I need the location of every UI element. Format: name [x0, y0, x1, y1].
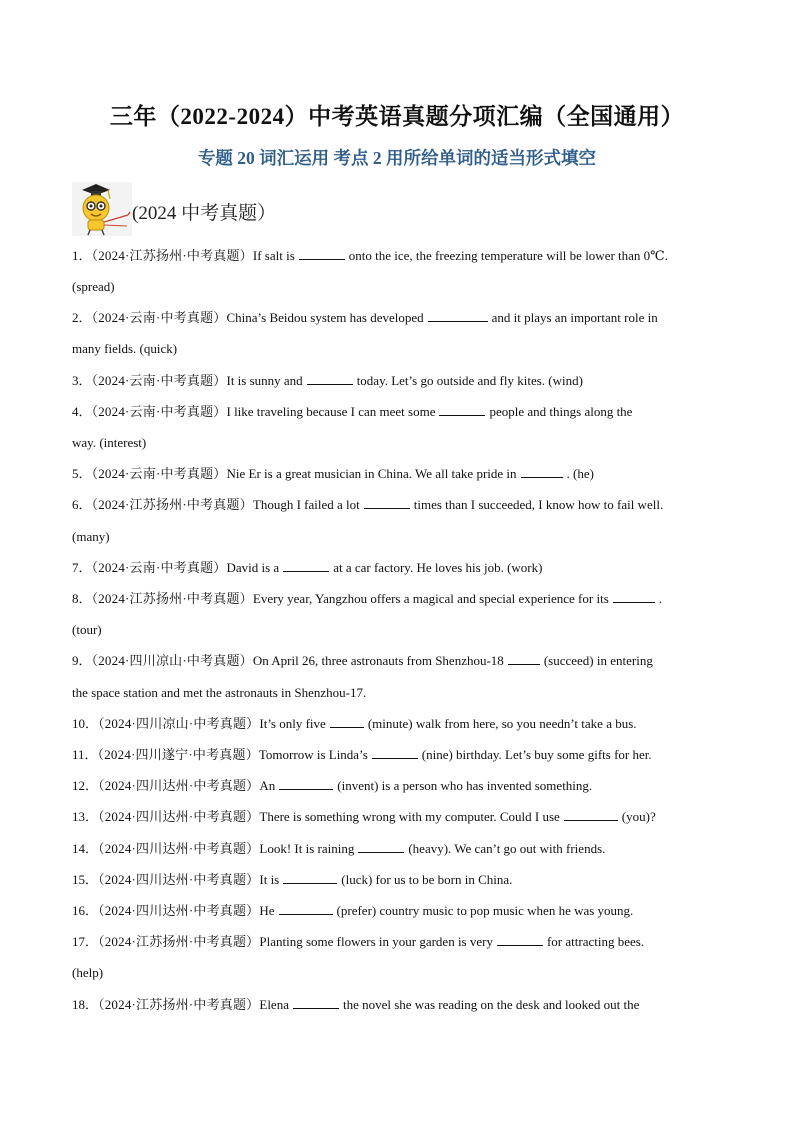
question-text: Every year, Yangzhou offers a magical and special experience for its: [252, 591, 609, 606]
question-text: at a car factory. He loves his job. (work): [333, 560, 543, 575]
question-text: It is: [259, 872, 280, 887]
question-source: （2024·四川达州·中考真题）: [98, 903, 260, 918]
answer-blank[interactable]: [358, 840, 404, 853]
question-source: （2024·江苏扬州·中考真题）: [91, 591, 253, 606]
question-text: (luck) for us to be born in China.: [341, 872, 513, 887]
question-text: . (he): [566, 466, 594, 481]
question-source: （2024·江苏扬州·中考真题）: [91, 248, 253, 263]
question-16: [72, 895, 722, 926]
question-text: onto the ice, the freezing temperature will be lower than 0℃.: [348, 248, 668, 263]
question-number: 6．: [72, 497, 92, 512]
answer-blank[interactable]: [299, 247, 345, 260]
answer-blank[interactable]: [283, 559, 329, 572]
question-text: the novel she was reading on the desk and looked out the: [342, 997, 640, 1012]
question-2: [72, 302, 722, 333]
answer-blank[interactable]: [497, 933, 543, 946]
question-source: （2024·云南·中考真题）: [91, 560, 227, 575]
question-number: 12．: [72, 778, 99, 793]
answer-blank[interactable]: [279, 902, 333, 915]
question-text: (succeed) in entering: [543, 653, 653, 668]
question-10: [72, 708, 722, 739]
question-number: 3．: [72, 373, 92, 388]
question-text: (prefer) country music to pop music when he was young.: [336, 903, 634, 918]
document-subtitle: 专题 20 词汇运用 考点 2 用所给单词的适当形式填空: [197, 148, 597, 168]
question-1-cont: [72, 271, 722, 302]
question-text: China’s Beidou system has developed: [226, 310, 424, 325]
question-text: .: [658, 591, 662, 606]
question-6-cont: [72, 521, 722, 552]
question-hint: (many): [72, 529, 110, 544]
question-source: （2024·四川遂宁·中考真题）: [97, 747, 259, 762]
section-header: [72, 182, 472, 236]
answer-blank[interactable]: [428, 309, 488, 322]
question-source: （2024·四川达州·中考真题）: [98, 872, 260, 887]
question-number: 5．: [72, 466, 92, 481]
question-text: Though I failed a lot: [252, 497, 360, 512]
question-text: (minute) walk from here, so you needn’t take a bus.: [367, 716, 637, 731]
question-11: [72, 739, 722, 770]
question-text: He: [259, 903, 275, 918]
question-number: 2．: [72, 310, 92, 325]
answer-blank[interactable]: [564, 808, 618, 821]
question-text: There is something wrong with my computer. Could I use: [259, 809, 560, 824]
question-text: Planting some flowers in your garden is very: [259, 934, 493, 949]
question-number: 4．: [72, 404, 92, 419]
question-7: [72, 552, 722, 583]
question-source: （2024·云南·中考真题）: [91, 466, 227, 481]
question-text: today. Let’s go outside and fly kites. (wind): [356, 373, 583, 388]
question-text: (you)?: [621, 809, 656, 824]
question-6: [72, 489, 722, 520]
question-1: [72, 240, 722, 271]
question-text: An: [259, 778, 276, 793]
answer-blank[interactable]: [508, 652, 540, 665]
question-source: （2024·四川凉山·中考真题）: [91, 653, 253, 668]
question-source: （2024·四川达州·中考真题）: [98, 809, 260, 824]
question-12: [72, 770, 722, 801]
question-15: [72, 864, 722, 895]
question-text: (nine) birthday. Let’s buy some gifts for her.: [421, 747, 652, 762]
question-number: 10．: [72, 716, 99, 731]
question-4-cont: [72, 427, 722, 458]
question-8-cont: [72, 614, 722, 645]
question-text: Look! It is raining: [259, 841, 355, 856]
question-text: times than I succeeded, I know how to fail well.: [413, 497, 664, 512]
question-text: David is a: [226, 560, 280, 575]
question-text: On April 26, three astronauts from Shenzhou-18: [252, 653, 504, 668]
question-text: people and things along the: [489, 404, 633, 419]
question-source: （2024·四川达州·中考真题）: [98, 841, 260, 856]
question-text: I like traveling because I can meet some: [226, 404, 436, 419]
question-5: [72, 458, 722, 489]
question-13: [72, 801, 722, 832]
question-source: （2024·云南·中考真题）: [91, 373, 227, 388]
question-source: （2024·四川凉山·中考真题）: [98, 716, 260, 731]
question-number: 15．: [72, 872, 99, 887]
question-number: 13．: [72, 809, 99, 824]
question-8: [72, 583, 722, 614]
section-label: (2024 中考真题）: [132, 203, 277, 224]
question-number: 9．: [72, 653, 92, 668]
question-number: 14．: [72, 841, 99, 856]
question-hint: (tour): [72, 622, 102, 637]
answer-blank[interactable]: [279, 777, 333, 790]
document-title: 三年（2022-2024）中考英语真题分项汇编（全国通用）: [109, 104, 685, 129]
question-text: Tomorrow is Linda’s: [258, 747, 368, 762]
mascot-graduate-icon: [72, 182, 132, 236]
question-text: way. (interest): [72, 435, 147, 450]
question-text: many fields. (quick): [72, 341, 178, 356]
question-2-cont: [72, 333, 722, 364]
question-14: [72, 833, 722, 864]
question-number: 1．: [72, 248, 92, 263]
question-number: 7．: [72, 560, 92, 575]
answer-blank[interactable]: [364, 496, 410, 509]
answer-blank[interactable]: [613, 590, 655, 603]
question-text: It is sunny and: [226, 373, 303, 388]
answer-blank[interactable]: [521, 465, 563, 478]
question-text: Nie Er is a great musician in China. We all take pride in: [226, 466, 517, 481]
answer-blank[interactable]: [283, 871, 337, 884]
question-number: 11．: [72, 747, 98, 762]
question-hint: (help): [72, 965, 104, 980]
question-source: （2024·江苏扬州·中考真题）: [98, 997, 260, 1012]
question-9: [72, 645, 722, 676]
question-text: for attracting bees.: [546, 934, 645, 949]
question-18: [72, 989, 722, 1020]
question-text: (invent) is a person who has invented something.: [337, 778, 593, 793]
question-source: （2024·云南·中考真题）: [91, 404, 227, 419]
question-source: （2024·四川达州·中考真题）: [98, 778, 260, 793]
question-9-cont: [72, 677, 722, 708]
answer-blank[interactable]: [439, 403, 485, 416]
question-text: the space station and met the astronauts in Shenzhou-17.: [72, 685, 367, 700]
question-source: （2024·江苏扬州·中考真题）: [91, 497, 253, 512]
question-number: 18．: [72, 997, 99, 1012]
question-text: Elena: [259, 997, 289, 1012]
question-3: [72, 365, 722, 396]
question-text: and it plays an important role in: [491, 310, 658, 325]
question-number: 8．: [72, 591, 92, 606]
question-number: 17．: [72, 934, 99, 949]
question-text: (heavy). We can’t go out with friends.: [408, 841, 606, 856]
answer-blank[interactable]: [293, 996, 339, 1009]
question-text: If salt is: [252, 248, 295, 263]
question-17-cont: [72, 957, 722, 988]
question-source: （2024·江苏扬州·中考真题）: [98, 934, 260, 949]
question-hint: (spread): [72, 279, 115, 294]
answer-blank[interactable]: [330, 715, 364, 728]
question-text: It’s only five: [259, 716, 326, 731]
question-number: 16．: [72, 903, 99, 918]
answer-blank[interactable]: [372, 746, 418, 759]
question-17: [72, 926, 722, 957]
question-source: （2024·云南·中考真题）: [91, 310, 227, 325]
answer-blank[interactable]: [307, 372, 353, 385]
question-4: [72, 396, 722, 427]
